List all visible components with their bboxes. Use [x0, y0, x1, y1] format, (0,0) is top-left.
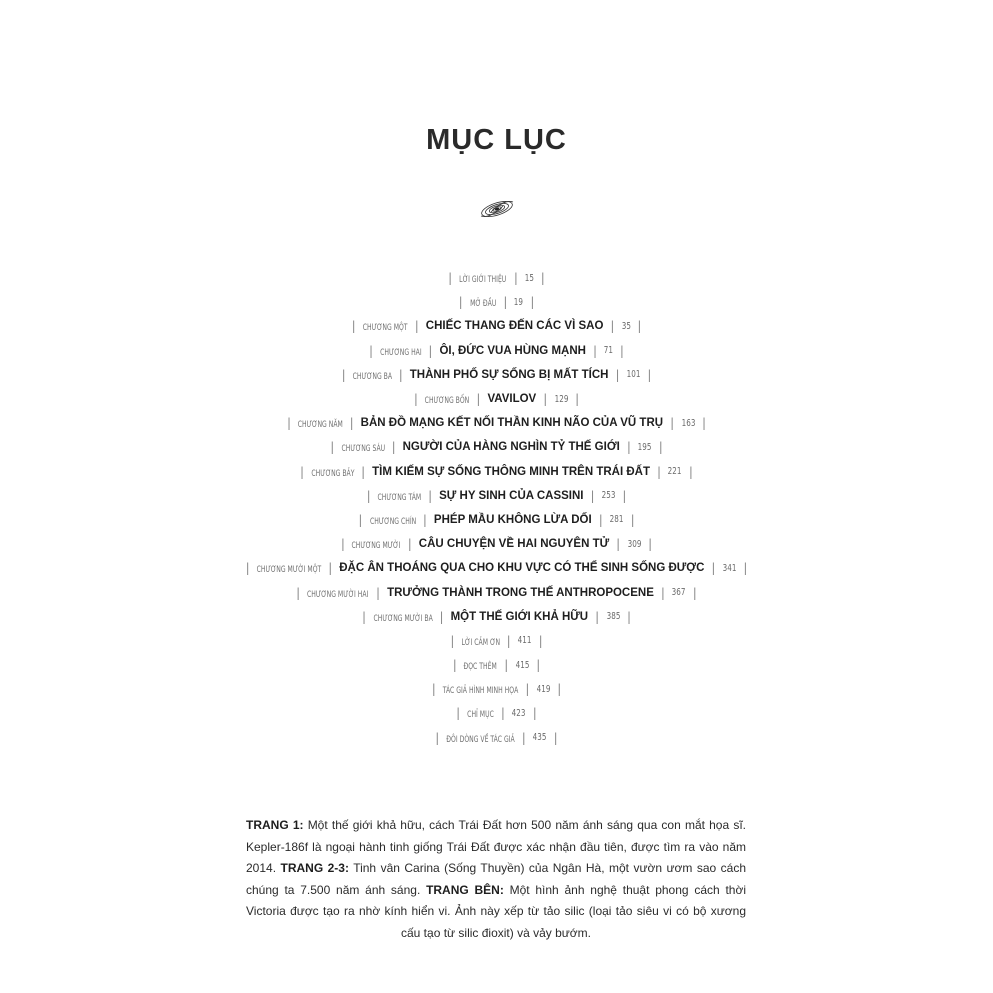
separator: |	[391, 440, 396, 455]
separator: |	[543, 392, 548, 407]
separator: |	[245, 561, 250, 576]
toc-chapter-label: CHƯƠNG NĂM	[297, 420, 343, 431]
toc-entry	[0, 556, 993, 580]
caption-label-page-2-3: TRANG 2-3:	[280, 861, 349, 876]
separator: |	[592, 343, 597, 358]
toc-chapter-title: ÔI, ĐỨC VUA HÙNG MẠNH	[439, 344, 586, 357]
toc-page-number: 411	[517, 635, 532, 647]
toc-page-number: 35	[621, 320, 631, 332]
separator: |	[476, 392, 481, 407]
separator: |	[369, 343, 374, 358]
separator: |	[504, 658, 509, 673]
spiral-galaxy-icon	[473, 192, 519, 226]
separator: |	[428, 488, 433, 503]
caption-paragraph	[246, 815, 746, 945]
toc-section-label: MỞ ĐẦU	[469, 299, 497, 310]
separator: |	[630, 512, 635, 527]
separator: |	[458, 295, 463, 310]
separator: |	[657, 464, 662, 479]
separator: |	[358, 512, 363, 527]
separator: |	[532, 706, 537, 721]
toc-page-number: 435	[532, 732, 547, 744]
toc-chapter-title: CÂU CHUYỆN VỀ HAI NGUYÊN TỬ	[418, 538, 610, 551]
separator: |	[349, 416, 354, 431]
separator: |	[407, 537, 412, 552]
toc-chapter-title: PHÉP MẦU KHÔNG LỪA DỐI	[433, 513, 592, 526]
toc-entry	[0, 435, 993, 459]
table-of-contents	[0, 266, 993, 750]
separator: |	[595, 609, 600, 624]
toc-page-number: 281	[609, 514, 624, 526]
separator: |	[701, 416, 707, 431]
toc-entry	[0, 532, 993, 556]
toc-page-number: 129	[554, 393, 569, 405]
separator: |	[626, 440, 631, 455]
separator: |	[670, 416, 675, 431]
toc-entry	[0, 580, 993, 604]
toc-page-number: 71	[603, 345, 614, 357]
separator: |	[538, 633, 543, 648]
separator: |	[413, 392, 418, 407]
toc-entry	[0, 701, 993, 725]
separator: |	[300, 464, 305, 479]
separator: |	[637, 319, 642, 334]
toc-page-number: 163	[681, 417, 695, 429]
toc-entry	[0, 387, 993, 411]
toc-chapter-title: TRƯỞNG THÀNH TRONG THẾ ANTHROPOCENE	[387, 586, 654, 599]
toc-chapter-label: CHƯƠNG MƯỜI HAI	[307, 589, 369, 600]
toc-entry	[0, 314, 993, 338]
separator: |	[330, 440, 335, 455]
separator: |	[536, 658, 541, 673]
toc-section-label: ĐÔI DÒNG VỀ TÁC GIẢ	[446, 734, 515, 745]
separator: |	[692, 585, 697, 600]
separator: |	[435, 730, 440, 745]
toc-page-number: 341	[722, 562, 737, 574]
toc-page-number: 309	[627, 538, 642, 550]
separator: |	[647, 367, 652, 382]
toc-chapter-label: CHƯƠNG CHÍN	[369, 516, 416, 527]
separator: |	[361, 609, 366, 624]
separator: |	[658, 440, 663, 455]
toc-section-label: CHỈ MỤC	[467, 710, 494, 721]
toc-chapter-label: CHƯƠNG BẢY	[311, 468, 355, 479]
separator: |	[500, 706, 505, 721]
separator: |	[361, 464, 366, 479]
toc-entry	[0, 484, 993, 508]
separator: |	[540, 271, 545, 286]
toc-entry	[0, 266, 993, 290]
caption-text-facing-page: Một hình ảnh nghệ thuật phong cách thời Victoria được tạo ra nhờ kính hiển vi. Ảnh này xếp từ tảo silic (loại tảo siêu vi có bộ xương cấu tạo từ silic đioxit) và vảy bướm.	[246, 882, 746, 940]
toc-section-label: ĐỌC THÊM	[463, 662, 498, 673]
toc-chapter-title: MỘT THẾ GIỚI KHẢ HỮU	[450, 610, 589, 623]
toc-section-label: TÁC GIẢ HÌNH MINH HỌA	[442, 686, 519, 697]
separator: |	[450, 633, 455, 648]
separator: |	[452, 658, 457, 673]
separator: |	[648, 537, 653, 552]
toc-chapter-label: CHƯƠNG BỐN	[424, 396, 470, 407]
toc-entry	[0, 363, 993, 387]
separator: |	[521, 730, 526, 745]
separator: |	[513, 271, 518, 286]
toc-chapter-title: CHIẾC THANG ĐẾN CÁC VÌ SAO	[425, 320, 604, 333]
toc-page-number: 385	[606, 611, 620, 623]
toc-chapter-title: VAVILOV	[487, 393, 537, 406]
separator: |	[711, 561, 716, 576]
toc-chapter-label: CHƯƠNG BA	[352, 371, 392, 382]
separator: |	[598, 512, 603, 527]
separator: |	[557, 682, 562, 697]
separator: |	[448, 271, 453, 286]
toc-page-number: 367	[671, 587, 686, 599]
toc-page-number: 15	[524, 272, 534, 284]
separator: |	[616, 537, 621, 552]
toc-entry	[0, 460, 993, 484]
page-title: MỤC LỤC	[426, 124, 567, 156]
caption-text-page-1: Một thế giới khả hữu, cách Trái Đất hơn 500 năm ánh sáng qua con mắt họa sĩ. Kepler-186f là ngoại hành tinh giống Trái Đất được xác nhận đầu tiên, được tìm ra vào năm 2014.	[246, 818, 746, 876]
toc-page-number: 19	[514, 296, 524, 308]
separator: |	[340, 537, 345, 552]
toc-chapter-label: CHƯƠNG HAI	[379, 347, 422, 358]
separator: |	[553, 730, 558, 745]
toc-entry	[0, 653, 993, 677]
toc-entry	[0, 677, 993, 701]
toc-chapter-label: CHƯƠNG MƯỜI	[351, 541, 401, 552]
separator: |	[622, 488, 627, 503]
separator: |	[575, 392, 580, 407]
toc-page-number: 195	[637, 441, 652, 453]
separator: |	[506, 633, 511, 648]
separator: |	[743, 561, 748, 576]
toc-page-number: 101	[626, 369, 641, 381]
separator: |	[428, 343, 433, 358]
separator: |	[439, 609, 444, 624]
separator: |	[422, 512, 427, 527]
toc-entry	[0, 411, 993, 435]
toc-chapter-label: CHƯƠNG TÁM	[377, 492, 422, 503]
toc-page-number: 253	[601, 490, 616, 502]
separator: |	[688, 464, 693, 479]
toc-entry	[0, 605, 993, 629]
toc-section-label: LỜI GIỚI THIỆU	[459, 275, 507, 286]
toc-chapter-label: CHƯƠNG MƯỜI BA	[373, 613, 433, 624]
toc-entry	[0, 290, 993, 314]
separator: |	[530, 295, 535, 310]
toc-page-number: 419	[536, 683, 551, 695]
toc-chapter-title: SỰ HY SINH CỦA CASSINI	[439, 489, 584, 502]
toc-chapter-title: NGƯỜI CỦA HÀNG NGHÌN TỶ THẾ GIỚI	[402, 441, 620, 454]
toc-entry	[0, 339, 993, 363]
toc-entry	[0, 629, 993, 653]
toc-page-number: 423	[512, 707, 526, 719]
toc-page-number: 415	[515, 659, 530, 671]
separator: |	[351, 319, 356, 334]
separator: |	[328, 561, 333, 576]
separator: |	[341, 367, 346, 382]
toc-entry	[0, 508, 993, 532]
separator: |	[398, 367, 403, 382]
caption-label-page-1: TRANG 1:	[246, 818, 304, 832]
separator: |	[456, 706, 461, 721]
toc-chapter-label: CHƯƠNG MƯỜI MỘT	[256, 565, 322, 576]
separator: |	[615, 367, 620, 382]
separator: |	[619, 343, 624, 358]
separator: |	[525, 682, 530, 697]
toc-section-label: LỜI CẢM ƠN	[461, 637, 500, 648]
separator: |	[296, 585, 301, 600]
separator: |	[431, 682, 436, 697]
toc-chapter-label: CHƯƠNG MỘT	[362, 323, 408, 334]
toc-page-number: 221	[668, 466, 682, 478]
separator: |	[590, 488, 595, 503]
toc-chapter-title: THÀNH PHỐ SỰ SỐNG BỊ MẤT TÍCH	[409, 368, 609, 381]
toc-chapter-title: BẢN ĐỒ MẠNG KẾT NỐI THẦN KINH NÃO CỦA VŨ TRỤ	[360, 417, 664, 430]
separator: |	[610, 319, 615, 334]
caption-label-facing-page: TRANG BÊN:	[426, 882, 504, 897]
separator: |	[366, 488, 371, 503]
separator: |	[376, 585, 381, 600]
separator: |	[660, 585, 665, 600]
toc-entry	[0, 726, 993, 750]
separator: |	[503, 295, 508, 310]
separator: |	[286, 416, 292, 431]
toc-chapter-label: CHƯƠNG SÁU	[341, 444, 385, 455]
toc-chapter-title: TÌM KIẾM SỰ SỐNG THÔNG MINH TRÊN TRÁI ĐẤT	[372, 465, 651, 478]
separator: |	[627, 609, 632, 624]
toc-chapter-title: ĐẶC ÂN THOÁNG QUA CHO KHU VỰC CÓ THỂ SINH SỐNG ĐƯỢC	[339, 562, 705, 575]
caption-text-page-2-3: Tinh vân Carina (Sống Thuyền) của Ngân Hà, một vườn ươm sao cách chúng ta 7.500 năm ánh sáng.	[246, 861, 746, 897]
separator: |	[414, 319, 419, 334]
